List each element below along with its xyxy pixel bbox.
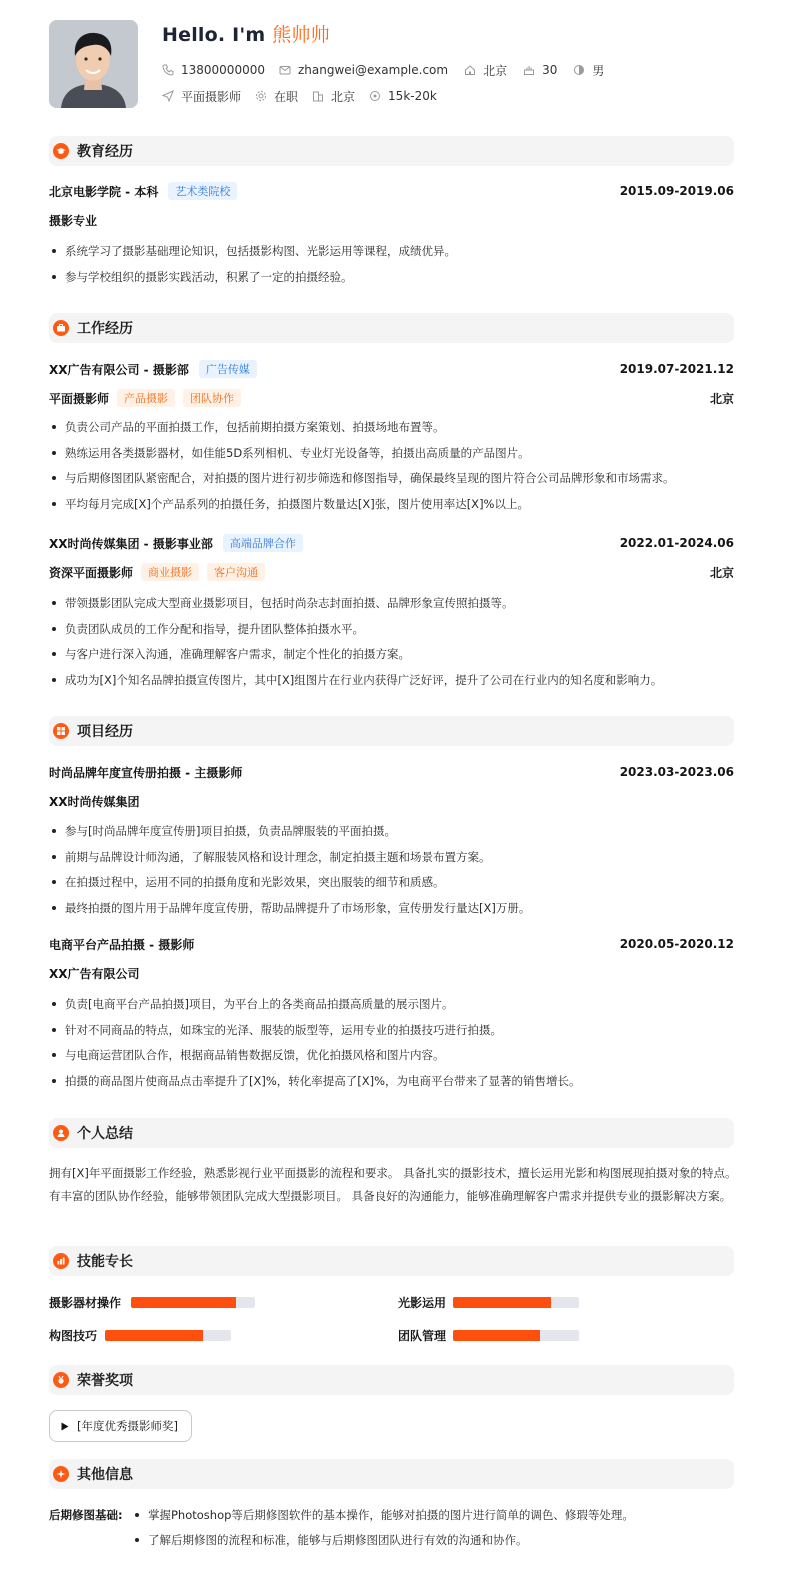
medal-icon: [53, 1372, 69, 1388]
list-item: 参与[时尚品牌年度宣传册]项目拍摄，负责品牌服装的平面拍摄。: [49, 822, 739, 848]
status-text: 在职: [274, 89, 299, 104]
section-summary: [49, 1118, 734, 1148]
other-label: 后期修图基础:: [49, 1508, 123, 1522]
grid-icon: [53, 723, 69, 739]
list-item: 拍摄的商品图片使商品点击率提升了[X]%，转化率提高了[X]%，为电商平台带来了显著的销售增长。: [49, 1072, 739, 1098]
role-tag: 客户沟通: [207, 563, 265, 581]
skill-label: 构图技巧: [49, 1328, 98, 1343]
school-tag: 艺术类院校: [168, 182, 237, 200]
company-name: XX广告有限公司 - 摄影部: [49, 362, 189, 377]
home-icon: [464, 64, 476, 76]
role-tag: 团队协作: [183, 389, 241, 407]
project-header: [49, 763, 734, 781]
skill-label: 摄影器材操作: [49, 1295, 122, 1310]
section-title: 个人总结: [77, 1126, 133, 1142]
location-text: 北京: [483, 63, 508, 78]
briefcase-icon: [53, 320, 69, 336]
job-city: 北京: [709, 565, 734, 580]
email-text: zhangwei@example.com: [297, 63, 449, 77]
list-item: 与电商运营团队合作，根据商品销售数据反馈，优化拍摄风格和图片内容。: [49, 1046, 739, 1072]
major-row: [49, 211, 734, 229]
list-item: 与后期修图团队紧密配合，对拍摄的图片进行初步筛选和修图指导，确保最终呈现的图片符合公司品牌形象和市场需求。: [49, 469, 739, 495]
gender-text: 男: [592, 63, 605, 78]
job-intent-item: [162, 88, 241, 104]
other-bullets: [132, 1506, 634, 1556]
list-item: 前期与品牌设计师沟通，了解服装风格和设计理念，制定拍摄主题和场景布置方案。: [49, 848, 739, 874]
user-icon: [53, 1125, 69, 1141]
education-date: 2015.09-2019.06: [619, 184, 734, 198]
salary-item: [369, 88, 437, 104]
phone-icon: [162, 64, 174, 76]
section-title: 荣誉奖项: [77, 1373, 133, 1389]
role-name: 资深平面摄影师: [49, 565, 134, 580]
skill-bar-fill: [131, 1297, 236, 1308]
company-tag: 广告传媒: [199, 360, 257, 378]
target-city-item: [312, 88, 355, 104]
avatar: [49, 20, 138, 108]
award-chip[interactable]: [49, 1410, 192, 1442]
job-header: [49, 534, 734, 552]
skill-bar-fill: [453, 1297, 551, 1308]
skill-bar: [453, 1330, 579, 1341]
coin-icon: [369, 90, 381, 102]
list-item: 最终拍摄的图片用于品牌年度宣传册，帮助品牌提升了市场形象，宣传册发行量达[X]万册。: [49, 899, 739, 925]
list-item: 在拍摄过程中，运用不同的拍摄角度和光影效果，突出服装的细节和质感。: [49, 873, 739, 899]
company-name: XX时尚传媒集团 - 摄影事业部: [49, 536, 213, 551]
job-city: 北京: [709, 391, 734, 406]
contact-row: [162, 62, 618, 78]
skill-label: 光影运用: [398, 1295, 447, 1310]
phone-item: [162, 62, 265, 78]
intent-row: [162, 88, 451, 104]
section-awards: [49, 1365, 734, 1395]
project-header: [49, 935, 734, 953]
major: 摄影专业: [49, 213, 98, 228]
send-icon: [162, 90, 174, 102]
list-item: 带领摄影团队完成大型商业摄影项目，包括时尚杂志封面拍摄、品牌形象宣传照拍摄等。: [49, 594, 739, 620]
bar-chart-icon: [53, 1253, 69, 1269]
list-item: 平均每月完成[X]个产品系列的拍摄任务，拍摄图片数量达[X]张，图片使用率达[X]%以上。: [49, 495, 739, 521]
skill-bar-fill: [105, 1330, 203, 1341]
gender-item: [573, 62, 604, 78]
job-bullets: [49, 594, 739, 696]
skill-item: [398, 1327, 446, 1343]
section-other: [49, 1459, 734, 1489]
job-date: 2022.01-2024.06: [619, 536, 734, 550]
role-row: [49, 563, 734, 581]
role-name: 平面摄影师: [49, 391, 110, 406]
skill-bar: [453, 1297, 579, 1308]
job-header: [49, 360, 734, 378]
target-city-text: 北京: [331, 89, 356, 104]
graduation-cap-icon: [53, 143, 69, 159]
skill-bar: [131, 1297, 255, 1308]
list-item: 负责团队成员的工作分配和指导，提升团队整体拍摄水平。: [49, 620, 739, 646]
greeting: [162, 20, 330, 47]
play-icon: [61, 1422, 69, 1431]
section-title: 工作经历: [77, 321, 133, 337]
skill-bar-fill: [453, 1330, 540, 1341]
project-org-row: [49, 792, 734, 810]
education-bullets: [49, 242, 739, 293]
building-icon: [312, 90, 324, 102]
list-item: 参与学校组织的摄影实践活动，积累了一定的拍摄经验。: [49, 268, 739, 294]
job-bullets: [49, 418, 739, 520]
section-work: [49, 313, 734, 343]
section-skills: [49, 1246, 734, 1276]
project-org: XX时尚传媒集团: [49, 794, 140, 809]
role-tag: 产品摄影: [117, 389, 175, 407]
gear-icon: [255, 90, 267, 102]
project-bullets: [49, 822, 739, 924]
section-projects: [49, 716, 734, 746]
award-label: [年度优秀摄影师奖]: [77, 1419, 178, 1433]
section-title: 其他信息: [77, 1467, 133, 1483]
skill-item: [49, 1327, 97, 1343]
phone-text: 13800000000: [181, 63, 265, 77]
role-tag: 商业摄影: [141, 563, 199, 581]
job-intent-text: 平面摄影师: [181, 89, 242, 104]
section-education: [49, 136, 734, 166]
project-name: 时尚品牌年度宣传册拍摄 - 主摄影师: [49, 765, 243, 780]
greeting-text: Hello. I'm: [162, 24, 266, 46]
age-item: [523, 62, 557, 78]
project-date: 2020.05-2020.12: [619, 937, 734, 951]
candidate-name: 熊帅帅: [272, 24, 330, 46]
school-name: 北京电影学院 - 本科: [49, 184, 159, 199]
company-tag: 高端品牌合作: [223, 534, 303, 552]
list-item: 了解后期修图的流程和标准，能够与后期修图团队进行有效的沟通和协作。: [132, 1531, 634, 1556]
job-date: 2019.07-2021.12: [619, 362, 734, 376]
salary-text: 15k-20k: [388, 89, 437, 103]
gender-icon: [573, 64, 585, 76]
section-title: 教育经历: [77, 144, 133, 160]
list-item: 负责[电商平台产品拍摄]项目，为平台上的各类商品拍摄高质量的展示图片。: [49, 995, 739, 1021]
list-item: 熟练运用各类摄影器材，如佳能5D系列相机、专业灯光设备等，拍摄出高质量的产品图片。: [49, 444, 739, 470]
section-title: 技能专长: [77, 1254, 133, 1270]
skill-label: 团队管理: [398, 1328, 447, 1343]
summary-text: 拥有[X]年平面摄影工作经验，熟悉影视行业平面摄影的流程和要求。 具备扎实的摄影技术，擅长运用光影和构图展现拍摄对象的特点。 有丰富的团队协作经验，能够带领团队完成大型摄影项目。 具备良好的沟通能力，能够准确理解客户需求并提供专业的摄影解决方案。: [49, 1166, 737, 1203]
project-date: 2023.03-2023.06: [619, 765, 734, 779]
project-org: XX广告有限公司: [49, 966, 140, 981]
location-item: [464, 62, 507, 78]
education-entry: [49, 182, 734, 200]
list-item: 掌握Photoshop等后期修图软件的基本操作，能够对拍摄的图片进行简单的调色、修瑕等处理。: [132, 1506, 634, 1531]
project-org-row: [49, 964, 734, 982]
list-item: 负责公司产品的平面拍摄工作，包括前期拍摄方案策划、拍摄场地布置等。: [49, 418, 739, 444]
role-row: [49, 389, 734, 407]
cake-icon: [523, 64, 535, 76]
list-item: 成功为[X]个知名品牌拍摄宣传图片，其中[X]组图片在行业内获得广泛好评，提升了公司在行业内的知名度和影响力。: [49, 671, 739, 697]
mail-icon: [279, 64, 291, 76]
project-bullets: [49, 995, 739, 1097]
list-item: 针对不同商品的特点，如珠宝的光泽、服装的版型等，运用专业的拍摄技巧进行拍摄。: [49, 1021, 739, 1047]
sparkle-icon: [53, 1466, 69, 1482]
skill-item: [398, 1294, 446, 1310]
project-name: 电商平台产品拍摄 - 摄影师: [49, 937, 195, 952]
list-item: 系统学习了摄影基础理论知识，包括摄影构图、光影运用等课程，成绩优异。: [49, 242, 739, 268]
age-text: 30: [542, 63, 558, 77]
skill-bar: [105, 1330, 231, 1341]
section-title: 项目经历: [77, 724, 133, 740]
list-item: 与客户进行深入沟通，准确理解客户需求，制定个性化的拍摄方案。: [49, 645, 739, 671]
status-item: [255, 88, 298, 104]
skill-item: [49, 1294, 121, 1310]
email-item: [279, 62, 448, 78]
